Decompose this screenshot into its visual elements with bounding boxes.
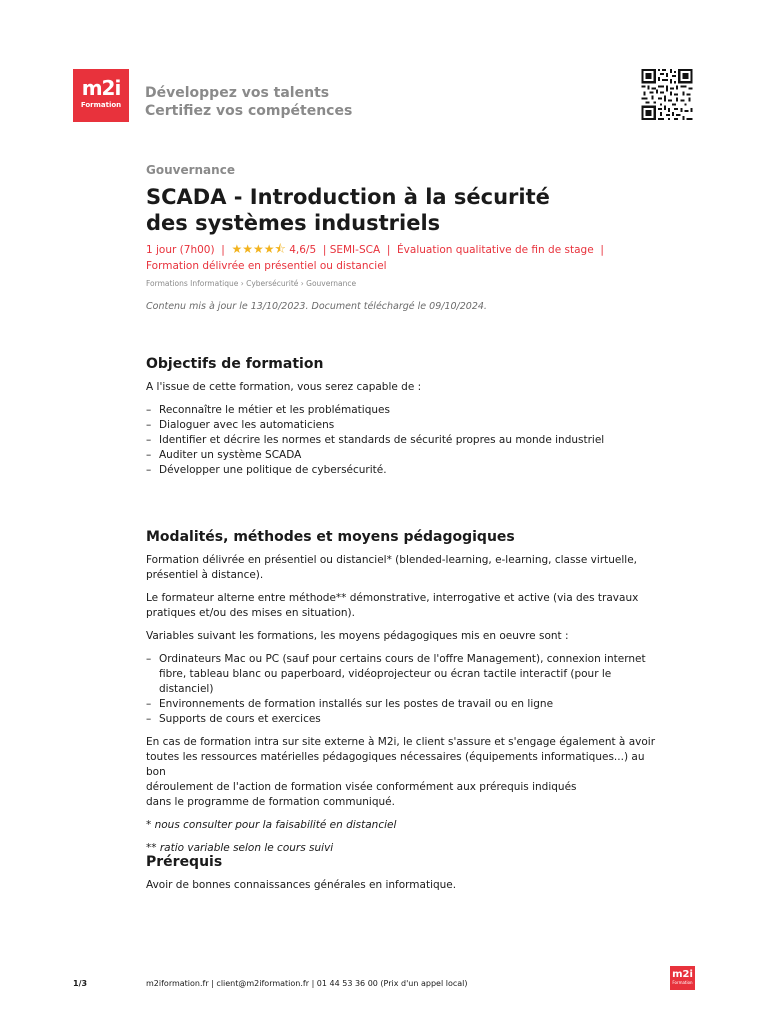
separator: | [217, 244, 229, 256]
list-item [146, 652, 666, 697]
section-objectives [146, 355, 666, 486]
dash-bullet: – [146, 449, 152, 461]
paragraph-line: En cas de formation intra sur site externe à M2i, le client s'assure et s'engage également à avoir [146, 736, 656, 748]
separator: | [383, 244, 394, 256]
section-heading: Prérequis [146, 854, 223, 870]
dash-bullet: – [146, 653, 152, 665]
course-delivery: Formation délivrée en présentiel ou distanciel [146, 260, 387, 272]
methods-paragraph-1: Formation délivrée en présentiel ou distanciel* (blended-learning, e-learning, classe virtuelle, présentiel à distance). [146, 554, 637, 581]
objectives-list [146, 403, 666, 478]
section-prerequisites [146, 853, 666, 901]
list-item-text: Dialoguer avec les automaticiens [159, 419, 335, 431]
dash-bullet: – [146, 404, 152, 416]
footer-logo-subtext: Formation [672, 980, 693, 985]
list-item [146, 418, 666, 433]
dash-bullet: – [146, 434, 152, 446]
list-item [146, 697, 666, 712]
methods-paragraph-2: Le formateur alterne entre méthode** démonstrative, interrogative et active (via des travaux pratiques et/ou des mises en situation). [146, 592, 639, 619]
footnote-ratio: ** ratio variable selon le cours suivi [146, 842, 334, 854]
dash-bullet: – [146, 464, 152, 476]
course-duration: 1 jour (7h00) [146, 244, 215, 256]
breadcrumb: Formations Informatique › Cybersécurité › Gouvernance [146, 279, 357, 288]
dash-bullet: – [146, 419, 152, 431]
course-category: Gouvernance [146, 163, 235, 177]
m2i-logo [73, 69, 129, 122]
list-item [146, 433, 666, 448]
footer-logo-mark: m2i [672, 969, 693, 980]
m2i-footer-logo [670, 966, 695, 990]
tagline [145, 84, 352, 120]
course-title-line1: SCADA - Introduction à la sécurité [146, 185, 550, 209]
list-item-text: Ordinateurs Mac ou PC (sauf pour certains cours de l'offre Management), connexion internet fibre, tableau blanc ou paperboard, vidéoprojecteur ou écran tactile interactif (pour le distanciel) [159, 653, 646, 695]
paragraph-line: dans le programme de formation communiqué. [146, 796, 395, 808]
paragraph-line: toutes les ressources matérielles pédagogiques nécessaires (équipements informatiques...) au bon [146, 751, 645, 778]
section-methods [146, 528, 666, 864]
course-evaluation: Évaluation qualitative de fin de stage [397, 244, 594, 256]
list-item-text: Environnements de formation installés sur les postes de travail ou en ligne [159, 698, 554, 710]
paragraph-line: déroulement de l'action de formation visée conformément aux prérequis indiqués [146, 781, 577, 793]
rating-stars-icon: ★★★★⯪ [231, 242, 286, 256]
dash-bullet: – [146, 698, 152, 710]
course-rating: 4,6/5 [289, 244, 317, 256]
logo-subtext: Formation [80, 101, 122, 109]
section-heading: Modalités, méthodes et moyens pédagogiques [146, 529, 515, 545]
list-item-text: Auditer un système SCADA [159, 449, 302, 461]
list-item [146, 463, 666, 478]
logo-mark: m2i [81, 76, 121, 100]
update-notice: Contenu mis à jour le 13/10/2023. Document téléchargé le 09/10/2024. [146, 301, 487, 312]
methods-paragraph-4 [146, 735, 666, 810]
prerequisites-text: Avoir de bonnes connaissances générales en informatique. [146, 879, 457, 891]
section-heading: Objectifs de formation [146, 356, 324, 372]
tagline-line1: Développez vos talents [145, 85, 330, 101]
list-item [146, 448, 666, 463]
course-meta [146, 241, 646, 274]
list-item-text: Supports de cours et exercices [159, 713, 321, 725]
footer-contact: m2iformation.fr | client@m2iformation.fr | 01 44 53 36 00 (Prix d'un appel local) [146, 979, 468, 988]
list-item [146, 403, 666, 418]
course-title [146, 184, 666, 236]
separator: | [319, 244, 330, 256]
qr-code-icon [640, 69, 694, 120]
course-code: SEMI-SCA [329, 244, 381, 256]
tagline-line2: Certifiez vos compétences [145, 103, 353, 119]
list-item [146, 712, 666, 727]
list-item-text: Identifier et décrire les normes et standards de sécurité propres au monde industriel [159, 434, 605, 446]
dash-bullet: – [146, 713, 152, 725]
separator: | [597, 244, 604, 256]
course-title-line2: des systèmes industriels [146, 211, 441, 235]
methods-list [146, 652, 666, 727]
footnote-distanciel: * nous consulter pour la faisabilité en distanciel [146, 819, 397, 831]
methods-paragraph-3: Variables suivant les formations, les moyens pédagogiques mis en oeuvre sont : [146, 630, 569, 642]
page-number: 1/3 [73, 979, 88, 988]
list-item-text: Développer une politique de cybersécurité. [159, 464, 387, 476]
list-item-text: Reconnaître le métier et les problématiques [159, 404, 390, 416]
objectives-intro: A l'issue de cette formation, vous serez capable de : [146, 381, 422, 393]
